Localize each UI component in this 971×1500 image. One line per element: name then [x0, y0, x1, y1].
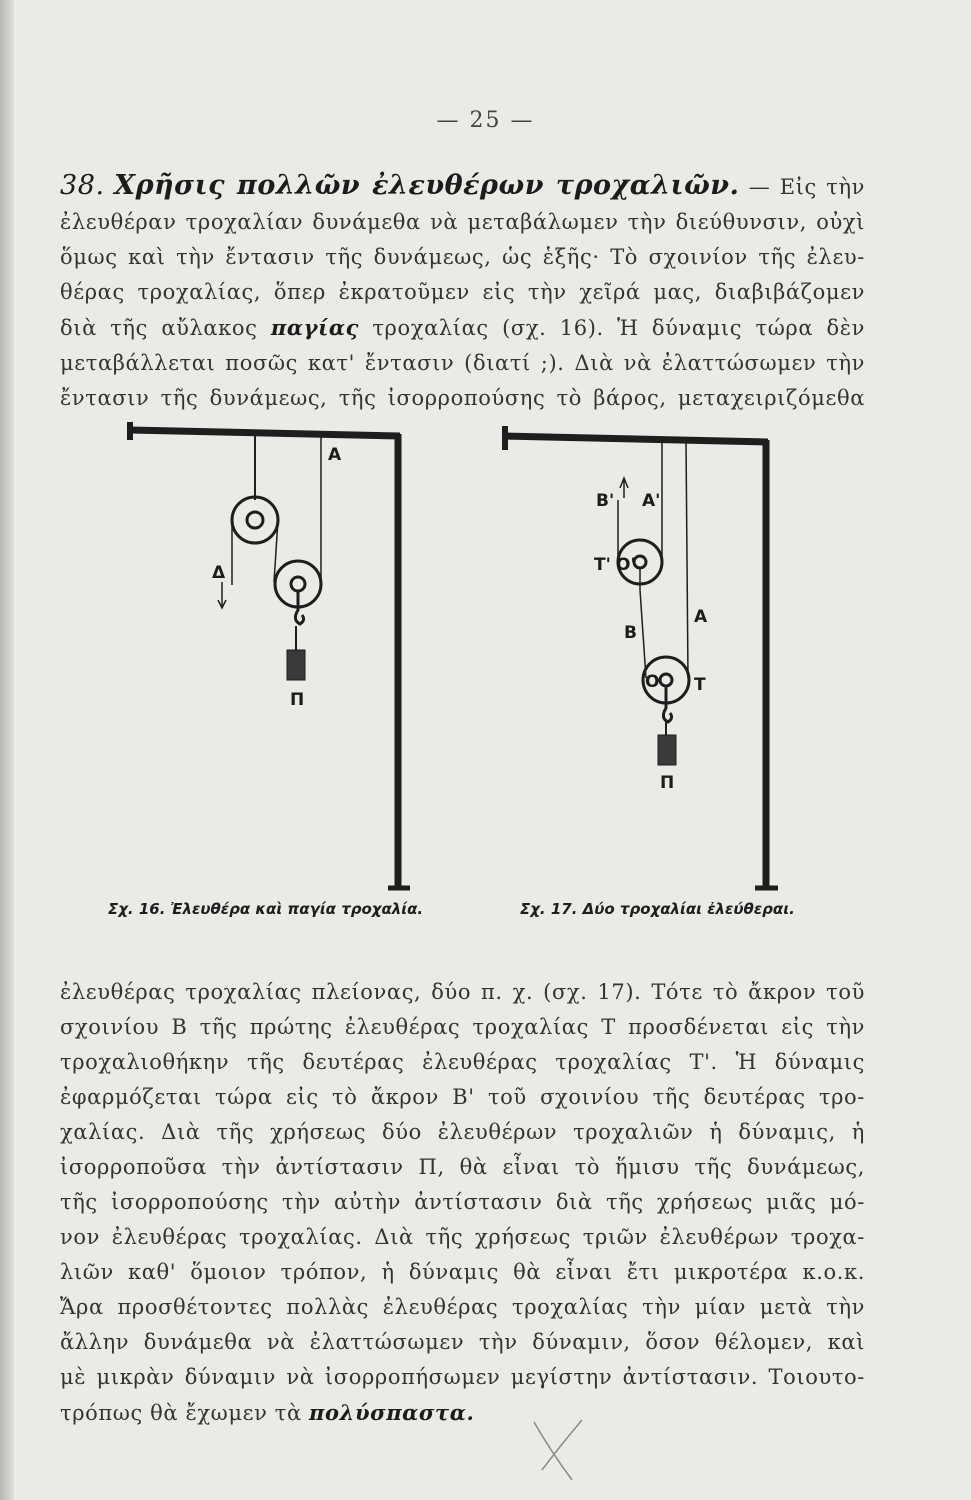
text-line: τῆς ἰσορροπούσης τὴν αὐτὴν ἀντίστασιν διὰ τῆς χρήσεως μιᾶς μό- [60, 1190, 865, 1214]
section-title: Χρῆσις πολλῶν ἐλευθέρων τροχαλιῶν. [114, 170, 740, 201]
text-line: ἰσορροποῦσα τὴν ἀντίστασιν Π, θὰ εἶναι τὸ ἥμισυ τῆς δυνάμεως, [60, 1155, 865, 1179]
text-line: χαλίας. Διὰ τῆς χρήσεως δύο ἐλευθέρων τροχαλιῶν ἡ δύναμις, ἡ [60, 1120, 865, 1144]
text-line: λιῶν καθ' ὅμοιον τρόπον, ἡ δύναμις θὰ εἶναι ἔτι μικροτέρα κ.ο.κ. [60, 1260, 865, 1284]
page-number: — 25 — [436, 108, 535, 133]
section-heading-line [60, 168, 865, 205]
fig17-label-a-prime: Α' [642, 491, 661, 511]
text-fragment: τροχαλίας (σχ. 16). Ἡ δύναμις τώρα δὲν [372, 316, 865, 340]
text-fragment: διὰ τῆς αὔλακος [60, 316, 258, 340]
text-line: θέρας τροχαλίας, ὅπερ ἐκρατοῦμεν εἰς τὴν χεῖρά μας, διαβιβάζομεν [60, 280, 865, 304]
fig17-label-t-prime: Τ' [594, 555, 611, 575]
fig17-label-t: Τ [694, 675, 706, 695]
text-line: μεταβάλλεται ποσῶς κατ' ἔντασιν (διατί ;). Διὰ νὰ ἐλαττώσωμεν τὴν [60, 351, 865, 375]
fig17-label-p: Π [660, 773, 675, 793]
figure17-caption: Σχ. 17. Δύο τροχαλίαι ἐλεύθεραι. [520, 900, 795, 918]
fig17-label-o: Ο [645, 672, 660, 692]
figure16-frame [130, 422, 410, 888]
text-line-last [60, 1395, 865, 1431]
figure16-caption: Σχ. 16. Ἐλευθέρα καὶ παγία τροχαλία. [108, 900, 424, 918]
figure17-labels [594, 491, 708, 793]
text-line: σχοινίου Β τῆς πρώτης ἐλευθέρας τροχαλίας Τ προσδένεται εἰς τὴν [60, 1015, 865, 1039]
text-line: νον ἐλευθέρας τροχαλίας. Διὰ τῆς χρήσεως τριῶν ἐλευθέρων τροχα- [60, 1225, 865, 1249]
text-line: τροχαλιοθήκην τῆς δευτέρας ἐλευθέρας τροχαλίας Τ'. Ἡ δύναμις [60, 1050, 865, 1074]
section-paragraph [60, 168, 865, 416]
figure16-movable-pulley [275, 561, 321, 680]
figure16-fixed-pulley [232, 432, 278, 543]
text-line: μὲ μικρὰν δύναμιν νὰ ἰσορροπήσωμεν μεγίστην ἀντίστασιν. Τοιουτο- [60, 1365, 865, 1389]
text-line: ἐλευθέρας τροχαλίας πλείονας, δύο π. χ. (σχ. 17). Τότε τὸ ἄκρον τοῦ [60, 980, 865, 1004]
section-first-line-rest: — Εἰς τὴν [748, 175, 866, 199]
fig16-label-p: Π [290, 690, 305, 710]
fig17-label-b-prime: Β' [596, 491, 615, 511]
term-pagias: παγίας [270, 315, 359, 340]
fig17-label-a: Α [694, 607, 708, 627]
fig17-label-o-prime: Ο' [616, 555, 636, 575]
body-paragraph [60, 975, 865, 1431]
text-line: ἄλλην δυνάμεθα νὰ ἐλαττώσωμεν τὴν δύναμιν, ὅσον θέλομεν, καὶ [60, 1330, 865, 1354]
text-line: ὅμως καὶ τὴν ἔντασιν τῆς δυνάμεως, ὡς ἑξῆς· Τὸ σχοινίον τῆς ἐλευ- [60, 245, 865, 269]
text-fragment: τρόπως θὰ ἔχωμεν τὰ [60, 1401, 302, 1425]
fig17-label-b: Β [624, 623, 637, 643]
section-number: 38. [60, 170, 105, 201]
figure16-force-arrow [218, 582, 226, 608]
text-line: Ἄρα προσθέτοντες πολλὰς ἐλευθέρας τροχαλίας τὴν μίαν μετὰ τὴν [60, 1295, 865, 1319]
handwritten-x-mark [520, 1410, 600, 1490]
fig16-label-d: Δ [212, 563, 226, 583]
text-line [60, 310, 865, 346]
text-line: ἔντασιν τῆς δυνάμεως, τῆς ἰσορροπούσης τὸ βάρος, μεταχειριζόμεθα [60, 386, 865, 410]
pulley-figures [0, 410, 971, 900]
fig16-label-a: Α [328, 445, 342, 465]
text-line: ἐλευθέραν τροχαλίαν δυνάμεθα νὰ μεταβάλωμεν τὴν διεύθυνσιν, οὐχὶ [60, 210, 865, 234]
text-line: ἐφαρμόζεται τώρα εἰς τὸ ἄκρον Β' τοῦ σχοινίου τῆς δευτέρας τρο- [60, 1085, 865, 1109]
term-polyspasta: πολύσπαστα. [309, 1400, 475, 1425]
